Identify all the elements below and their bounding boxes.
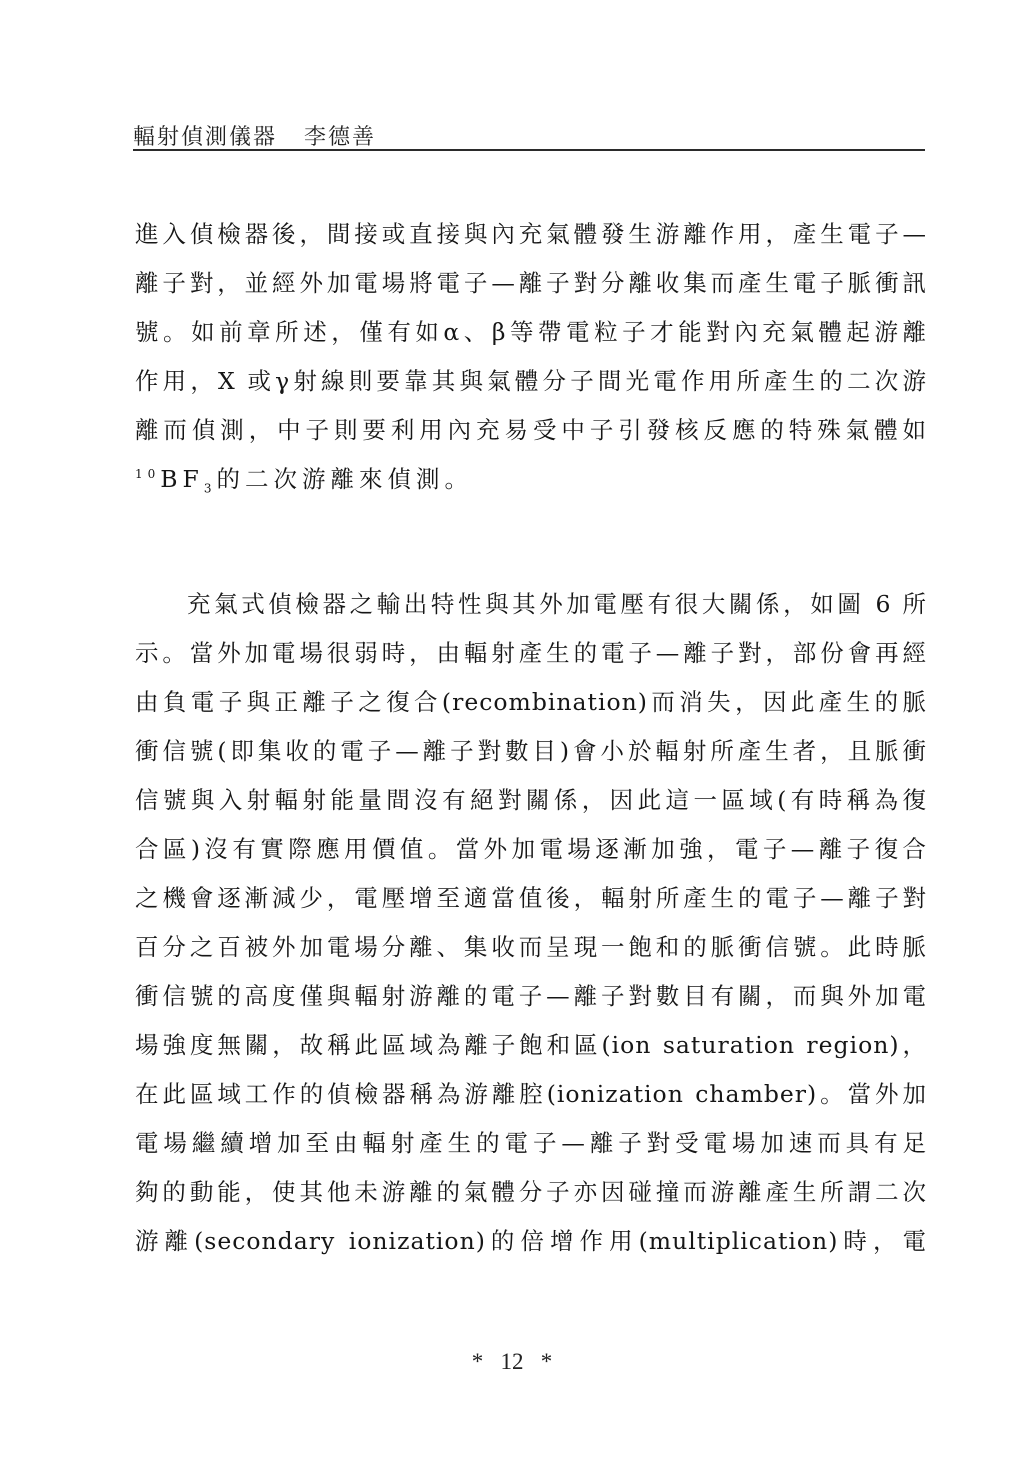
paragraph-line: 衝信號的高度僅與輻射游離的電子—離子對數目有關，而與外加電 <box>135 982 927 1010</box>
formula-rest: 的二次游離來偵測。 <box>216 465 473 493</box>
paragraph-line: 離子對，並經外加電場將電子—離子對分離收集而產生電子脈衝訊 <box>135 269 927 297</box>
paragraph-line: 由負電子與正離子之復合(recombination)而消失，因此產生的脈 <box>135 688 927 716</box>
paragraph-line: 衝信號(即集收的電子—離子對數目)會小於輻射所產生者，且脈衝 <box>135 737 927 765</box>
paragraph-line: 場強度無關，故稱此區域為離子飽和區(ion saturation region)， <box>135 1031 927 1059</box>
paragraph-line-last <box>135 455 927 503</box>
paragraph-line: 夠的動能，使其他未游離的氣體分子亦因碰撞而游離產生所謂二次 <box>135 1178 927 1206</box>
paragraph-line: 游離(secondary ionization)的倍增作用(multiplication)時，電 <box>135 1227 927 1255</box>
paragraph-line: 在此區域工作的偵檢器稱為游離腔(ionization chamber)。當外加 <box>135 1080 927 1108</box>
paragraph-line: 之機會逐漸減少，電壓增至適當值後，輻射所產生的電子—離子對 <box>135 884 927 912</box>
paragraph-line: 作用，X 或γ射線則要靠其與氣體分子間光電作用所產生的二次游 <box>135 367 927 395</box>
paragraph-line: 信號與入射輻射能量間沒有絕對關係，因此這一區域(有時稱為復 <box>135 786 927 814</box>
paragraph-line: 合區)沒有實際應用價值。當外加電場逐漸加強，電子—離子復合 <box>135 835 927 863</box>
page-number: * 12 * <box>471 1349 553 1374</box>
formula-main: BF <box>160 465 204 493</box>
header-author: 李德善 <box>304 125 377 150</box>
formula-subscript: 3 <box>203 481 217 496</box>
paragraph-line: 號。如前章所述，僅有如α、β等帶電粒子才能對內充氣體起游離 <box>135 318 927 346</box>
header-title-author <box>133 120 376 151</box>
paragraph-line: 離而偵測，中子則要利用內充易受中子引發核反應的特殊氣體如 <box>135 416 927 444</box>
header-rule <box>133 149 925 151</box>
paragraph-line: 示。當外加電場很弱時，由輻射產生的電子—離子對，部份會再經 <box>135 639 927 667</box>
isotope-superscript: 10 <box>135 467 161 482</box>
paragraph-line: 進入偵檢器後，間接或直接與內充氣體發生游離作用，產生電子— <box>135 220 927 248</box>
header-title: 輻射偵測儀器 <box>133 125 278 150</box>
paragraph-line: 百分之百被外加電場分離、集收而呈現一飽和的脈衝信號。此時脈 <box>135 933 927 961</box>
running-header <box>133 120 923 152</box>
paragraph-line: 電場繼續增加至由輻射產生的電子—離子對受電場加速而具有足 <box>135 1129 927 1157</box>
paragraph-first-line: 充氣式偵檢器之輸出特性與其外加電壓有很大關係，如圖 6 所 <box>187 590 927 618</box>
